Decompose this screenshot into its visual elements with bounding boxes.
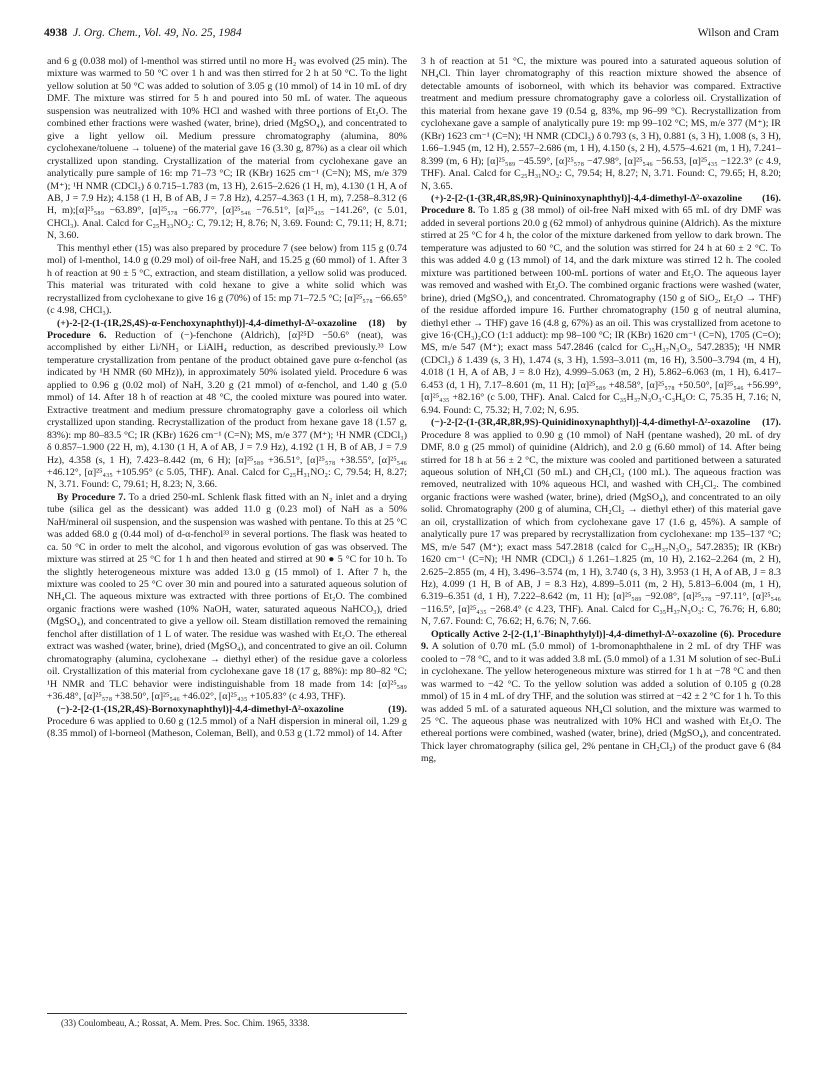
paragraph <box>421 56 781 193</box>
paragraph-text: Reduction of (−)-fenchone (Aldrich), [α]²⁵D −50.6° (neat), was accomplished by either Li/NH₃ or LiAlH₄ reduction, as described previously.³³ Low temperature crystallization from pentane of the product obtained gave pure α-fenchol (as indicated by ¹H NMR (60 MHz)), in approximately 50% isolated yield. Procedure 6 was applied to 0.96 g (0.02 mol) of NaH, 3.20 g (21 mmol) of α-fenchol, and 1.40 g (5.0 mmol) of 14. After 18 h of reaction at 48 °C, the cooled mixture was poured into water. Extractive treatment and medium pressure chromatography gave a colorless oil which crystallized upon standing. Recrystallization of the product from hexane gave 18 (1.57 g, 83%): mp 80–83.5 °C; IR (KBr) 1626 cm⁻¹ (C=N); MS, m/e 377 (M⁺); ¹H NMR (CDCl₃) δ 0.857–1.900 (22 H, m), 4.130 (1 H, A of AB, J = 7.9 Hz), 4.192 (1 H, B of AB, J = 7.9 Hz), 4.358 (s, 1 H), 7.423–8.442 (m, 6 H); [α]²⁵₅₈₉ +36.51°, [α]²⁵₅₇₈ +38.55°, [α]²⁵₅₄₆ +46.12°, [α]²⁵₄₃₅ +105.95° (c 5.05, THF). Anal. Calcd for C₂₅H₃₁NO₂: C, 79.54; H, 8.27; N, 3.71. Found: C, 79.61; H, 8.23; N, 3.66. <box>47 329 407 491</box>
paragraph-heading: (−)-2-[2-(1-(1S,2R,4S)-Bornoxynaphthyl)]-4,4-dimethyl-Δ²-oxazoline (19). <box>57 703 407 715</box>
footnote: (33) Coulombeau, A.; Rossat, A. Mem. Pres. Soc. Chim. 1965, 3338. <box>61 1018 310 1028</box>
paragraph <box>47 318 407 492</box>
paragraph <box>47 704 407 741</box>
journal-citation: J. Org. Chem., Vol. 49, No. 25, 1984 <box>72 26 242 39</box>
running-authors: Wilson and Cram <box>697 26 779 39</box>
paragraph-heading: (+)-2-[2-(1-(1R,2S,4S)-α-Fenchoxynaphthyl)]-4,4-dimethyl-Δ²-oxazoline (18) by Procedure 6. <box>47 317 407 341</box>
right-column <box>421 56 781 766</box>
paragraph-heading: (−)-2-[2-(1-(3R,4R,8R,9S)-Quinidinoxynaphthyl)]-4,4-dimethyl-Δ²-oxazoline (17). <box>431 417 781 429</box>
paragraph-heading: (+)-2-[2-(1-(3R,4R,8S,9R)-Quininoxynaphthyl)]-4,4-dimethyl-Δ²-oxazoline (16). Procedure 8. <box>421 192 781 217</box>
paragraph-text: Procedure 8 was applied to 0.90 g (10 mmol) of NaH (pentane washed), 20 mL of dry DMF, 8.0 g (25 mmol) of quinidine (Aldrich), and 2.0 g (6.60 mmol) of 14. After being stirred for 18 h at 56 ± 2 °C, the mixture was cooled and partitioned between a saturated aqueous solution of NH₄Cl (50 mL) and CH₂Cl₂ (100 mL). The aqueous fraction was removed, neutralized with 10% aqueous HCl, and washed with CH₂Cl₂. The combined organic fractions were washed (water, brine), dried (MgSO₄), and concentrated to an oily solid. Chromatography (200 g of alumina, CH₂Cl₂ → diethyl ether) of this material gave an oil, crystallization of which from cyclohexane gave 17 (1.6 g, 45%). A sample of analytically pure 17 was prepared by recrystallization from cyclohexane: mp 135–137 °C; MS, m/e 547 (M⁺); exact mass 547.2818 (calcd for C₃₅H₃₇N₃O₃, 547.2835); IR (KBr) 1620 cm⁻¹ (C=N); ¹H NMR (CDCl₃) δ 1.261–1.825 (m, 10 H), 2.162–2.264 (m, 2 H), 2.625–2.855 (m, 4 H), 3.496–3.574 (m, 1 H), 3.740 (s, 3 H), 3.953 (1 H, A of AB, J = 8.3 Hz), 4.099 (1 H, B of AB, J = 8.3 Hz), 4.899–5.011 (m, 2 H), 5.813–6.004 (m, 1 H), 6.319–6.351 (d, 1 H), 7.222–8.642 (m, 11 H); [α]²⁵₅₈₉ −92.08°, [α]²⁵₅₇₈ −97.11°, [α]²⁵₅₄₆ −116.5°, [α]²⁵₄₃₅ −268.4° (c 4.23, THF). Anal. Calcd for C₃₅H₃₇N₃O₃: C, 76.76; H, 6.80; N, 7.67. Found: C, 76.62; H, 6.76; N, 7.66. <box>421 429 781 628</box>
paragraph-text: To a dried 250-mL Schlenk flask fitted with an N₂ inlet and a drying tube (silica gel as the dessicant) was added 11.0 g (0.23 mol) of NaH as a 50% NaH/mineral oil suspension, and the suspension was washed with pentane. To this at 25 °C was added 68.0 g (0.44 mol) of d-α-fenchol³³ in several portions. The flask was heated to ca. 50 °C in order to melt the alcohol, and vigorous evolution of gas was observed. The mixture was stirred at 25 °C for 1 h and then heated and stirred at 90 ● 5 °C for 10 h. To the slightly heterogeneous mixture was added 13.0 g (15 mmol) of 1. After 7 h, the mixture was cooled to 25 °C over 30 min and poured into a saturated aqueous solution of NH₄Cl. The aqueous mixture was extracted with three portions of Et₂O. The combined organic fractions were washed (10% NaOH, water, saturated aqueous NaHCO₃), dried (MgSO₄), and concentrated to give a yellow oil. Steam distillation removed the remaining fenchol after distillation of 1 L of water. The residue was washed with Et₂O. The ethereal extract was washed (water, brine), dried (MgSO₄), and concentrated to give an oil. Column chromatography (alumina, cyclohexane → diethyl ether) of the residue gave a colorless oil. Crystallization of this material from cyclohexane gave 18 (17 g, 88%): mp 80–82 °C; ¹H NMR and TLC behavior were indistinguishable from 18 made from 14: [α]²⁵₅₈₉ +36.48°, [α]²⁵₅₇₈ +38.50°, [α]²⁵₅₄₆ +46.02°, [α]²⁵₄₃₅ +105.83° (c 4.93, THF). <box>47 491 407 703</box>
paragraph-text: Procedure 6 was applied to 0.60 g (12.5 mmol) of a NaH dispersion in mineral oil, 1.29 g (8.35 mmol) of l-borneol (Matheson, Coleman, Bell), and 0.53 g (1.72 mmol) of 14. After <box>47 716 407 740</box>
header-left <box>44 26 242 39</box>
paragraph <box>47 243 407 318</box>
paragraph-text: and 6 g (0.038 mol) of l-menthol was stirred until no more H₂ was evolved (25 min). The mixture was warmed to 50 °C over 1 h and was then stirred for 2 h at 50 °C. To the light yellow solution at 50 °C was added to solution of 3.05 g (10 mmol) of 14 in 10 mL of dry DMF. The mixture was stirred for 5 h and poured into 50 mL of water. The aqueous suspension was neutralized with 10% HCl and washed with three portions of Et₂O. The combined ether fractions were washed (water, brine), dried (MgSO₄), and concentrated to give a light yellow oil. Medium pressure chromatography (alumina, 80% cyclohexane/toluene → toluene) of the material gave 16 (3.30 g, 87%) as a clear oil which crystallized upon standing. Crystallization of the material from cyclohexane gave an analytically pure sample of 16: mp 71–73 °C; IR (KBr) 1625 cm⁻¹ (C=N); MS, m/e 379 (M⁺); ¹H NMR (CDCl₃) δ 0.715–1.783 (m, 13 H), 2.615–2.626 (1 H, m), 4.130 (1 H, A of AB, J = 7.9 Hz); 4.158 (1 H, B of AB, J = 7.8 Hz), 4.257–4.363 (1 H, m), 7.258–8.312 (6 H, m);[α]²⁵₅₈₉ −63.89°, [α]²⁵₅₇₈ −66.77°, [α]²⁵₅₄₆ −76.51°, [α]²⁵₄₃₅ −141.26°, (c 5.01, CHCl₃). Anal. Calcd for C₂₅H₃₃NO₂: C, 79.12; H, 8.76; N, 3.69. Found: C, 79.11; H, 8.71; N, 3.60. <box>47 56 407 242</box>
paragraph <box>47 492 407 704</box>
footnote-area <box>47 1013 407 1029</box>
left-column <box>47 56 407 741</box>
paragraph-text: A solution of 0.70 mL (5.0 mmol) of 1-bromonaphthalene in 2 mL of dry THF was cooled to −78 °C, and to it was added 3.8 mL (5.0 mmol) of a 1.31 M solution of sec-BuLi in cyclohexane. The yellow heterogeneous mixture was stirred for 1 h at −78 °C and then was warmed to −42 °C. To the yellow solution was added a solution of 0.105 g (0.28 mmol) of 15 in 4 mL of dry THF, and the solution was stirred at −42 ± 2 °C for 1 h. To this was added 5 mL of a saturated aqueous NH₄Cl solution, and the mixture was warmed to 25 °C. The aqueous phase was neutralized with 10% HCl and washed with Et₂O. The ethereal portions were combined, washed (water, brine), dried (MgSO₄), and concentrated. Thick layer chromatography (silica gel, 2% pentane in CH₂Cl₂) of the product gave 6 (84 mg, <box>421 641 781 765</box>
page-number: 4938 <box>44 26 68 39</box>
paragraph <box>47 56 407 243</box>
paragraph-heading: By Procedure 7. <box>57 491 126 503</box>
page-header <box>44 26 783 44</box>
paragraph-text: To 1.85 g (38 mmol) of oil-free NaH mixed with 65 mL of dry DMF was added in several portions 20.0 g (62 mmol) of anhydrous quinine (Aldrich). As the mixture stirred at 25 °C for 4 h, the color of the mixture darkened from yellow to dark brown. The temperature was adjusted to 60 °C, and the solution was stirred for 24 h at 60 ± 2 °C. To this was added 4.0 g (13 mmol) of 14, and the dark mixture was stirred 12 h. The cooled mixture was partitioned between 100-mL portions of water and Et₂O. The aqueous layer was removed and washed with Et₂O. The combined organic fractions were washed (water, brine), dried (MgSO₄), and concentrated. Chromatography (150 g of SiO₂, Et₂O → THF) of the residue afforded impure 16. Further chromatography (150 g of neutral alumina, diethyl ether → THF) gave 16 (4.8 g, 67%) as an oil. This was crystallized from acetone to give 16·(CH₃)₂CO (1:1 adduct): mp 98–100 °C; IR (KBr) 1620 cm⁻¹ (C=N), 1705 (C=O); MS, m/e 547 (M⁺); exact mass 547.2846 (calcd for C₃₅H₃₇N₃O₃, 547.2835); ¹H NMR (CDCl₃) δ 1.439 (s, 3 H), 1.474 (s, 3 H), 1.593–3.011 (m, 16 H), 3.500–3.794 (m, 4 H), 4.018 (1 H, A of AB, J = 8.0 Hz), 4.999–5.063 (m, 2 H), 5.862–6.063 (m, 1 H), 6.417–6.453 (d, 1 H), 7.17–8.601 (m, 11 H); [α]²⁵₅₈₉ +48.58°, [α]²⁵₅₇₈ +50.50°, [α]²⁵₅₄₆ +56.99°, [α]²⁵₄₃₅ +82.16° (c 5.00, THF). Anal. Calcd for C₃₅H₃₇N₃O₃·C₃H₆O: C, 75.35 H, 7.16; N, 6.94. Found: C, 75.32; H, 7.02; N, 6.95. <box>421 205 782 416</box>
paragraph-text: 3 h of reaction at 51 °C, the mixture was poured into a saturated aqueous solution of NH₄Cl. Thin layer chromatography of this reaction mixture showed the absence of detectable amounts of isoborneol, with which its behavior was compared. Extractive treatment and medium pressure chromatography gave a colorless oil. Crystallization of this material from hexane gave 19 (0.54 g, 83%, mp 96–99 °C). Recrystallization from cyclohexane gave a sample of analytically pure 19: mp 99–102 °C; MS, m/e 377 (M⁺); IR (KBr) 1623 cm⁻¹ (C=N); ¹H NMR (CDCl₃) δ 0.793 (s, 3 H), 0.881 (s, 3 H), 1.008 (s, 3 H), 1.66–1.945 (m, 12 H), 2.557–2.686 (m, 1 H), 4.150 (s, 2 H), 4.575–4.621 (m, 1 H), 7.241–8.399 (m, 6 H); [α]²⁵₅₈₉ −45.59°, [α]²⁵₅₇₈ −47.98°, [α]²⁵₅₄₆ −56.53, [α]²⁵₄₃₅ −122.3° (c 4.9, THF). Anal. Calcd for C₂₅H₃₁NO₂: C, 79.54; H, 8.27; N, 3.71. Found: C, 79.65; H, 8.20; N, 3.65. <box>421 56 781 192</box>
paragraph-text: This menthyl ether (15) was also prepared by procedure 7 (see below) from 115 g (0.74 mol) of l-menthol, 14.0 g (0.29 mol) of oil-free NaH, and 15.25 g (60 mmol) of 1. After 3 h of reaction at 90 ± 5 °C, extraction, and steam distillation, a yellow solid was produced. This material was triturated with cold hexane to give a white solid which was recrystallized from cyclohexane to give 16 g (70%) of 15: mp 71–72.5 °C; [α]²⁵₅₇₈ −66.65° (c 4.98, CHCl₃). <box>47 242 407 317</box>
paragraph <box>421 629 781 766</box>
paragraph-heading: Optically Active 2-[2-(1,1′-Binaphthylyl)]-4,4-dimethyl-Δ²-oxazoline (6). Procedure 9. <box>421 628 781 653</box>
paragraph <box>421 193 781 417</box>
paragraph <box>421 417 781 629</box>
